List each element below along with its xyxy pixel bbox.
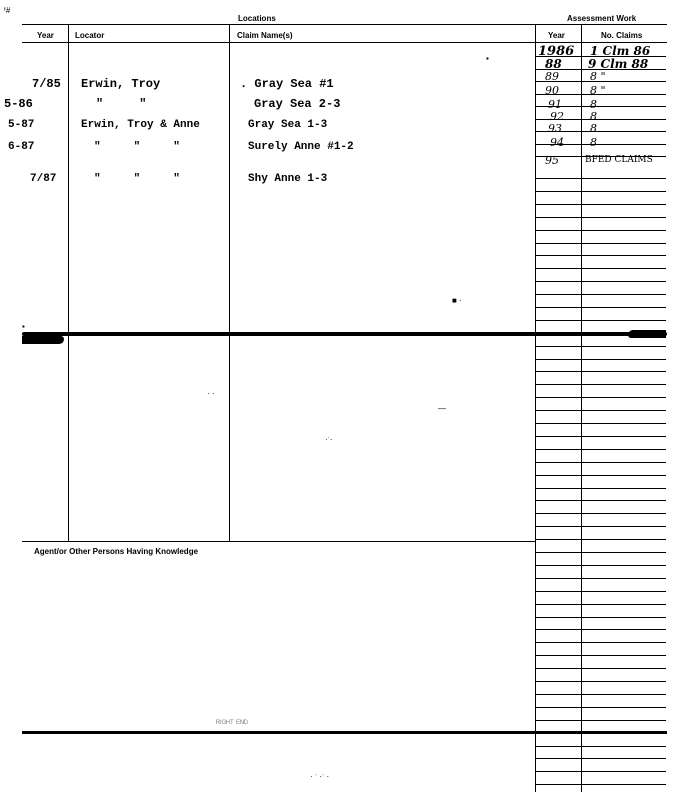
location-locator: " " (96, 97, 147, 111)
locator-column-divider (68, 24, 69, 541)
assessment-year: 93 (548, 122, 562, 135)
assessment-ruled-line (535, 591, 666, 592)
assessment-work-heading: Assessment Work (567, 14, 637, 23)
corner-mark: ᶠ# (4, 6, 11, 15)
assessment-claims: 8 (590, 136, 597, 149)
assessment-ruled-line (535, 397, 666, 398)
assessment-ruled-line (535, 359, 666, 360)
scan-speck: ▪ (486, 54, 489, 63)
assessment-ruled-line (535, 539, 666, 540)
assessment-ruled-line (535, 384, 666, 385)
assessment-ruled-line (535, 294, 666, 295)
assessment-ruled-line (535, 655, 666, 656)
assessment-ruled-line (535, 694, 666, 695)
location-year: 7/87 (30, 173, 57, 185)
scan-speck: ■ · (452, 296, 462, 305)
scan-speck: ·ˑ· (325, 435, 333, 444)
assessment-year: 92 (550, 110, 564, 123)
claim-names-column-header: Claim Name(s) (237, 31, 293, 40)
assessment-claims: 8 (590, 98, 597, 111)
assessment-ruled-line (535, 204, 666, 205)
scan-speck: ▪ (22, 322, 25, 331)
assessment-ruled-line (535, 475, 666, 476)
assessment-claims: 8 " (590, 70, 606, 83)
left-blob (22, 336, 64, 344)
assessment-ruled-line (535, 733, 666, 734)
assessment-ruled-line (535, 191, 666, 192)
scan-speck: — (438, 404, 446, 413)
no-claims-column-header: No. Claims (601, 31, 643, 40)
location-locator: " " " (94, 173, 180, 185)
location-year: 5-87 (8, 119, 35, 131)
location-claims: Shy Anne 1-3 (248, 173, 328, 185)
location-year: 6-87 (8, 141, 35, 153)
claims-column-divider (229, 24, 230, 541)
location-year: 5-86 (4, 97, 33, 111)
locator-column-header: Locator (75, 31, 105, 40)
assessment-ruled-line (535, 771, 666, 772)
assessment-claims: BFED CLAIMS (585, 155, 653, 165)
assessment-ruled-line (535, 500, 666, 501)
assessment-ruled-line (535, 668, 666, 669)
location-locator: Erwin, Troy & Anne (81, 119, 200, 131)
agent-heading: Agent/or Other Persons Having Knowledge (34, 547, 199, 556)
assessment-year: 91 (548, 98, 562, 111)
assessment-ruled-line (535, 526, 666, 527)
location-year: 7/85 (32, 77, 61, 91)
assessment-ruled-line (535, 255, 666, 256)
assessment-ruled-line (535, 217, 666, 218)
assessment-ruled-line (535, 578, 666, 579)
assessment-ruled-line (535, 707, 666, 708)
assessment-ruled-line (535, 552, 666, 553)
assessment-ruled-line (535, 371, 666, 372)
assessment-year: 88 (545, 57, 562, 71)
assessment-ruled-line (535, 320, 666, 321)
assessment-claims: 8 " (590, 84, 606, 97)
scan-speck: · · (207, 389, 215, 398)
location-locator: Erwin, Troy (81, 77, 161, 91)
assessment-ruled-line (535, 346, 666, 347)
assessment-year: 90 (545, 84, 559, 97)
header-bottom-rule (22, 42, 667, 43)
assessment-ruled-line (535, 604, 666, 605)
header-top-rule (22, 24, 667, 25)
faded-stamp: ᴿᴵᴳᴴᵀ ᴱᴺᴰ (216, 718, 248, 728)
assessment-ruled-line (535, 449, 666, 450)
assessment-ruled-line (535, 230, 666, 231)
assessment-ruled-line (535, 617, 666, 618)
location-claims: . Gray Sea #1 (240, 77, 334, 91)
assessment-ruled-line (535, 243, 666, 244)
locations-heading: Locations (238, 14, 276, 23)
location-claims: Gray Sea 1-3 (248, 119, 328, 131)
assessment-claims: 9 Clm 88 (588, 57, 649, 71)
assessment-ruled-line (535, 410, 666, 411)
location-claims: Surely Anne #1-2 (248, 141, 354, 153)
agent-section-top-rule (22, 541, 535, 542)
assessment-ruled-line (535, 758, 666, 759)
assessment-ruled-line (535, 784, 666, 785)
assessment-ruled-line (535, 268, 666, 269)
location-claims: Gray Sea 2-3 (254, 97, 341, 111)
assessment-year: 89 (545, 70, 559, 83)
assessment-ruled-line (535, 423, 666, 424)
assessment-ruled-line (535, 462, 666, 463)
assessment-ruled-line (535, 565, 666, 566)
year-column-header: Year (37, 31, 54, 40)
assessment-ruled-line (535, 281, 666, 282)
assessment-year: 94 (550, 136, 564, 149)
assessment-ruled-line (535, 720, 666, 721)
assessment-ruled-line (535, 333, 666, 334)
assessment-year: 1986 (538, 44, 575, 59)
assessment-mid-divider (581, 24, 582, 792)
right-blob (628, 330, 666, 338)
assessment-ruled-line (535, 681, 666, 682)
assessment-year-column-header: Year (548, 31, 565, 40)
assessment-claims: 1 Clm 86 (590, 44, 651, 58)
assessment-ruled-line (535, 436, 666, 437)
assessment-claims: 8 (590, 122, 597, 135)
location-locator: " " " (94, 141, 180, 153)
assessment-ruled-line (535, 488, 666, 489)
assessment-year: 95 (545, 154, 559, 167)
assessment-ruled-line (535, 178, 666, 179)
assessment-claims: 8 (590, 110, 597, 123)
scan-speck: · ˑ ·ˑ · (310, 772, 330, 781)
assessment-left-border (535, 24, 536, 792)
assessment-ruled-line (535, 629, 666, 630)
assessment-ruled-line (535, 746, 666, 747)
assessment-ruled-line (535, 513, 666, 514)
assessment-ruled-line (535, 307, 666, 308)
assessment-ruled-line (535, 642, 666, 643)
